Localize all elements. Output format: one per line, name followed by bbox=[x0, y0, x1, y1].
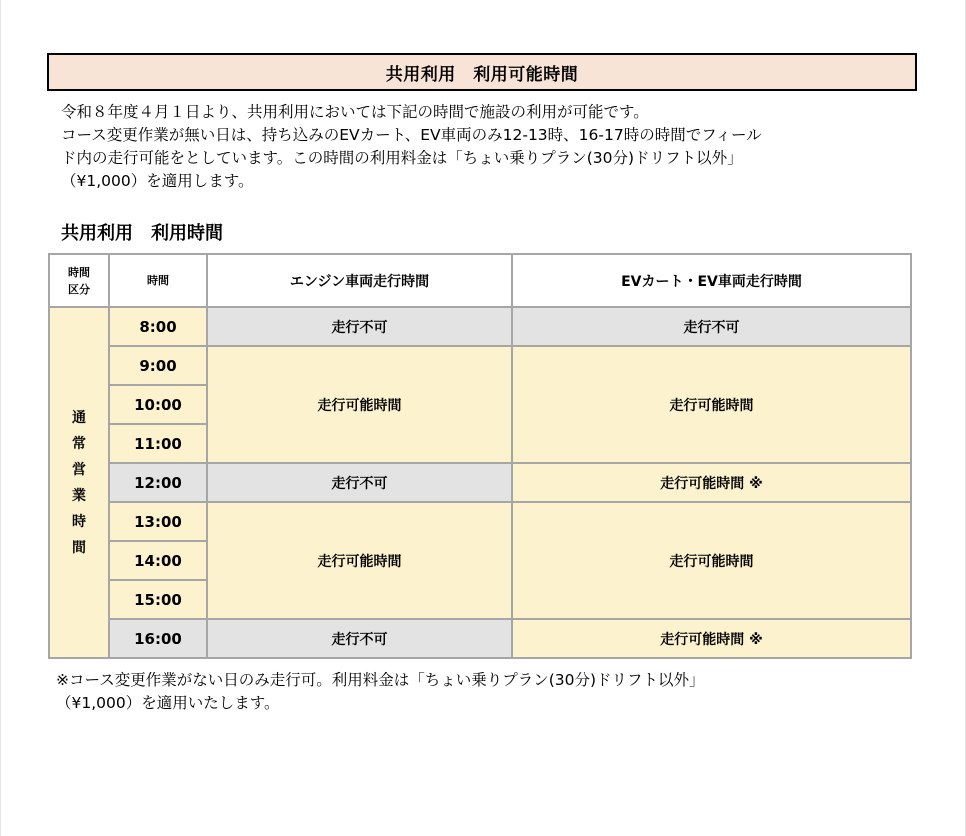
section-heading: 共用利用 利用時間 bbox=[61, 223, 223, 244]
period-char: 常 bbox=[72, 435, 86, 452]
time-cell: 16:00 bbox=[109, 619, 207, 658]
table-row bbox=[49, 502, 911, 541]
time-cell: 12:00 bbox=[109, 463, 207, 502]
header-engine: エンジン車両走行時間 bbox=[207, 254, 512, 307]
time-cell: 11:00 bbox=[109, 424, 207, 463]
header-period-line2: 区分 bbox=[68, 282, 90, 296]
table-row bbox=[49, 463, 911, 502]
footnote: ※コース変更作業がない日のみ走行可。利用料金は「ちょい乗りプラン(30分)ドリフト以外」 （¥1,000）を適用いたします。 bbox=[56, 671, 705, 712]
engine-cell: 走行不可 bbox=[207, 463, 512, 502]
header-ev: EVカート・EV車両走行時間 bbox=[512, 254, 911, 307]
time-cell: 10:00 bbox=[109, 385, 207, 424]
header-period-line1: 時間 bbox=[68, 265, 90, 279]
intro-paragraph: 令和８年度４月１日より、共用利用においては下記の時間で施設の利用が可能です。 コース変更作業が無い日は、持ち込みのEVカート、EV車両のみ12-13時、16-17時の時間でフィール ド内の走行可能をとしています。この時間の利用料金は「ちょい乗りプラン(30分)ドリフト以外」 （¥1,000）を適用します。 bbox=[61, 103, 762, 190]
engine-cell: 走行不可 bbox=[207, 619, 512, 658]
engine-cell: 走行可能時間 bbox=[207, 502, 512, 619]
table-row bbox=[49, 619, 911, 658]
period-char: 業 bbox=[72, 487, 86, 504]
ev-cell: 走行可能時間 ※ bbox=[512, 463, 911, 502]
engine-cell: 走行不可 bbox=[207, 307, 512, 346]
ev-cell: 走行可能時間 bbox=[512, 346, 911, 463]
time-cell: 9:00 bbox=[109, 346, 207, 385]
engine-cell: 走行可能時間 bbox=[207, 346, 512, 463]
ev-cell: 走行不可 bbox=[512, 307, 911, 346]
schedule-table bbox=[48, 253, 912, 659]
period-char: 時 bbox=[72, 513, 86, 530]
table-header-row bbox=[49, 254, 911, 307]
ev-cell: 走行可能時間 ※ bbox=[512, 619, 911, 658]
header-time: 時間 bbox=[109, 254, 207, 307]
period-char: 営 bbox=[72, 461, 86, 478]
table-row bbox=[49, 307, 911, 346]
page-title: 共用利用 利用可能時間 bbox=[47, 53, 917, 91]
period-char: 間 bbox=[72, 539, 86, 556]
time-cell: 13:00 bbox=[109, 502, 207, 541]
ev-cell: 走行可能時間 bbox=[512, 502, 911, 619]
period-char: 通 bbox=[72, 409, 86, 426]
header-period bbox=[49, 254, 109, 307]
time-cell: 15:00 bbox=[109, 580, 207, 619]
time-cell: 14:00 bbox=[109, 541, 207, 580]
time-cell: 8:00 bbox=[109, 307, 207, 346]
table-row bbox=[49, 346, 911, 385]
period-label-cell bbox=[49, 307, 109, 658]
